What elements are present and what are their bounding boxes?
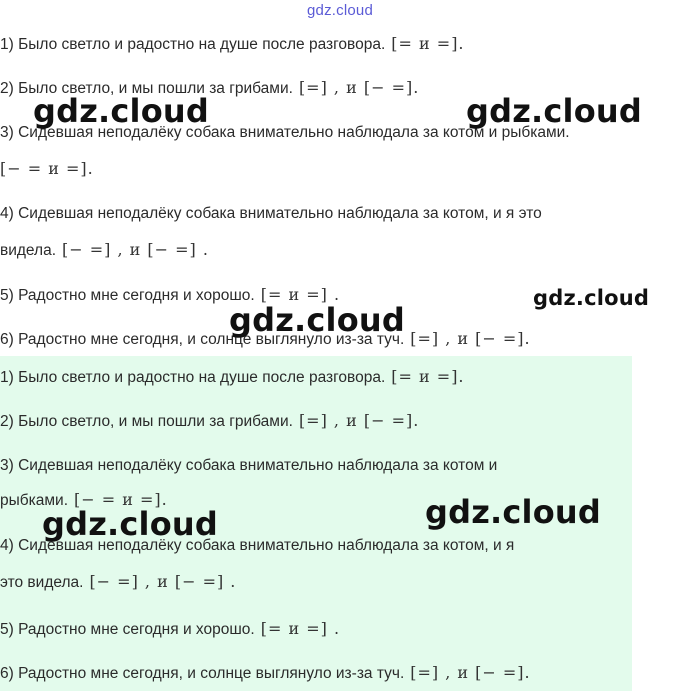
watermark: gdz.cloud bbox=[533, 286, 650, 310]
answer-sentence-4-cont: это видела. [− =] , и [− =] . bbox=[0, 572, 237, 591]
sentence-1: 1) Было светло и радостно на душе после разговора. [= и =]. bbox=[0, 34, 465, 53]
watermark: gdz.cloud bbox=[42, 505, 219, 543]
sentence-scheme: [− = и =]. bbox=[74, 490, 168, 509]
sentence-scheme: [= и =]. bbox=[391, 367, 465, 386]
site-watermark-top: gdz.cloud bbox=[306, 2, 373, 19]
answer-sentence-5: 5) Радостно мне сегодня и хорошо. [= и =] . bbox=[0, 619, 341, 638]
answer-sentence-6: 6) Радостно мне сегодня, и солнце выглянуло из-за туч. [=] , и [− =]. bbox=[0, 663, 531, 682]
sentence-6: 6) Радостно мне сегодня, и солнце выглянуло из-за туч. [=] , и [− =]. bbox=[0, 329, 531, 348]
sentence-scheme: [=] , и [− =]. bbox=[410, 329, 531, 348]
answer-sentence-4: 4) Сидевшая неподалёку собака внимательно наблюдала за котом, и я bbox=[0, 537, 515, 554]
watermark: gdz.cloud bbox=[466, 92, 643, 130]
answer-sentence-3-cont: рыбками. [− = и =]. bbox=[0, 490, 168, 509]
sentence-4: 4) Сидевшая неподалёку собака внимательно наблюдала за котом, и я это bbox=[0, 205, 542, 222]
watermark: gdz.cloud bbox=[229, 301, 406, 339]
sentence-4-cont: видела. [− =] , и [− =] . bbox=[0, 240, 209, 259]
sentence-scheme: [=] , и [− =]. bbox=[298, 411, 420, 430]
sentence-scheme: [− =] , и [− =] . bbox=[62, 240, 209, 259]
watermark: gdz.cloud bbox=[425, 493, 602, 531]
answer-sentence-2: 2) Было светло, и мы пошли за грибами. [=] , и [− =]. bbox=[0, 411, 420, 430]
sentence-scheme: [− = и =]. bbox=[0, 159, 94, 178]
sentence-scheme: [= и =] . bbox=[260, 619, 341, 638]
watermark: gdz.cloud bbox=[33, 92, 210, 130]
sentence-3-scheme-line bbox=[0, 152, 94, 187]
sentence-scheme: [= и =]. bbox=[391, 34, 465, 53]
sentence-3: 3) Сидевшая неподалёку собака внимательно наблюдала за котом и рыбками. bbox=[0, 124, 570, 141]
sentence-scheme: [=] , и [− =]. bbox=[298, 78, 420, 97]
answer-sentence-3: 3) Сидевшая неподалёку собака внимательно наблюдала за котом и bbox=[0, 457, 498, 474]
sentence-2: 2) Было светло, и мы пошли за грибами. [=] , и [− =]. bbox=[0, 78, 420, 97]
answer-sentence-1: 1) Было светло и радостно на душе после разговора. [= и =]. bbox=[0, 367, 465, 386]
sentence-5: 5) Радостно мне сегодня и хорошо. [= и =] . bbox=[0, 285, 341, 304]
sentence-scheme: [− =] , и [− =] . bbox=[89, 572, 237, 591]
sentence-scheme: [=] , и [− =]. bbox=[410, 663, 531, 682]
sentence-scheme: [= и =] . bbox=[260, 285, 341, 304]
